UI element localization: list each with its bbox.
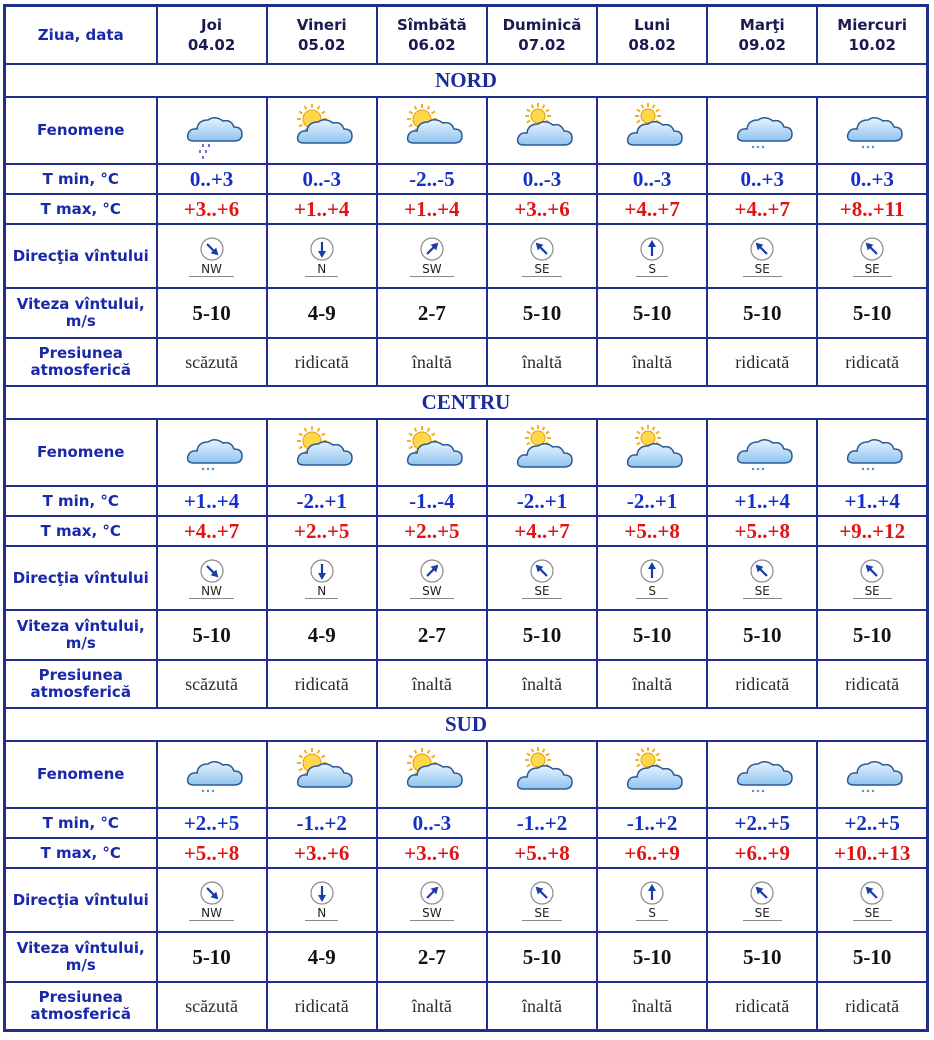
wind-direction-cell bbox=[707, 546, 817, 610]
phenomena-cell bbox=[707, 741, 817, 808]
tmin-cell: +2..+5 bbox=[707, 808, 817, 838]
pressure-cell: înaltă bbox=[377, 982, 487, 1031]
wind-direction-cell bbox=[597, 224, 707, 288]
compass-arrow-icon bbox=[529, 236, 555, 262]
tmax-cell: +2..+5 bbox=[267, 516, 377, 546]
region-row bbox=[5, 64, 928, 97]
region-row bbox=[5, 386, 928, 419]
wind-direction-cell bbox=[267, 546, 377, 610]
tmin-cell: +2..+5 bbox=[157, 808, 267, 838]
pressure-cell: ridicată bbox=[267, 660, 377, 708]
tmax-cell: +3..+6 bbox=[377, 838, 487, 868]
sun-cloud-icon bbox=[396, 425, 468, 481]
wind-direction bbox=[818, 236, 926, 277]
tmin-cell: 0..-3 bbox=[487, 164, 597, 194]
pressure-cell: înaltă bbox=[487, 660, 597, 708]
day-date: 10.02 bbox=[848, 36, 896, 54]
tmin-cell: -1..-4 bbox=[377, 486, 487, 516]
wind-direction bbox=[818, 558, 926, 599]
row-label-tmax: T max, °C bbox=[5, 516, 157, 546]
wind-direction-label: NW bbox=[189, 584, 234, 599]
row-label-press: Presiunea atmosferică bbox=[5, 338, 157, 386]
wind-direction bbox=[818, 880, 926, 921]
cloud-snow-icon bbox=[726, 425, 798, 481]
day-date: 08.02 bbox=[628, 36, 676, 54]
day-header bbox=[267, 6, 377, 65]
tmin-cell: 0..-3 bbox=[597, 164, 707, 194]
wind-direction-label: S bbox=[636, 584, 668, 599]
wind-direction-cell bbox=[377, 224, 487, 288]
phenomena-cell bbox=[487, 97, 597, 164]
wind-speed-cell: 5-10 bbox=[817, 932, 927, 982]
sun-cloud-icon bbox=[286, 747, 358, 803]
day-name: Vineri bbox=[296, 16, 347, 34]
phenomena-cell bbox=[267, 741, 377, 808]
region-row bbox=[5, 708, 928, 741]
tmax-cell: +3..+6 bbox=[487, 194, 597, 224]
compass-arrow-icon bbox=[749, 880, 775, 906]
phenomena-cell bbox=[157, 419, 267, 486]
phenomena-cell bbox=[597, 741, 707, 808]
tmax-cell: +5..+8 bbox=[707, 516, 817, 546]
day-name: Duminică bbox=[502, 16, 582, 34]
tmin-cell: +1..+4 bbox=[817, 486, 927, 516]
tmax-cell: +1..+4 bbox=[267, 194, 377, 224]
day-date: 04.02 bbox=[187, 36, 236, 54]
wind-speed-cell: 2-7 bbox=[377, 932, 487, 982]
wind-speed-cell: 4-9 bbox=[267, 932, 377, 982]
wind-direction-label: SW bbox=[410, 584, 453, 599]
sun-cloud-icon bbox=[396, 747, 468, 803]
wind-direction bbox=[158, 558, 266, 599]
tmin-row bbox=[5, 486, 928, 516]
wind-speed-row bbox=[5, 288, 928, 338]
wind-speed-cell: 5-10 bbox=[487, 288, 597, 338]
cloud-snow-icon bbox=[726, 747, 798, 803]
tmax-cell: +5..+8 bbox=[157, 838, 267, 868]
tmax-cell: +1..+4 bbox=[377, 194, 487, 224]
sun-cloud-icon bbox=[396, 103, 468, 159]
tmin-cell: +1..+4 bbox=[707, 486, 817, 516]
tmin-cell: -1..+2 bbox=[597, 808, 707, 838]
wind-direction-cell bbox=[707, 224, 817, 288]
cloud-snow-icon bbox=[836, 103, 908, 159]
row-label-press: Presiunea atmosferică bbox=[5, 982, 157, 1031]
wind-direction-label: SE bbox=[522, 262, 561, 277]
day-header bbox=[377, 6, 487, 65]
sun-cloud-icon bbox=[286, 425, 358, 481]
row-label-fenomene: Fenomene bbox=[5, 741, 157, 808]
phenomena-cell bbox=[597, 419, 707, 486]
compass-arrow-icon bbox=[199, 236, 225, 262]
row-label-fenomene: Fenomene bbox=[5, 419, 157, 486]
wind-direction-cell bbox=[487, 224, 597, 288]
day-date: 05.02 bbox=[297, 36, 346, 54]
tmax-cell: +8..+11 bbox=[817, 194, 927, 224]
wind-direction bbox=[708, 880, 816, 921]
cloud-sun-icon bbox=[616, 747, 688, 803]
wind-direction-label: SE bbox=[522, 906, 561, 921]
wind-direction-cell bbox=[487, 868, 597, 932]
pressure-row bbox=[5, 660, 928, 708]
tmin-cell: -2..+1 bbox=[487, 486, 597, 516]
tmin-cell: -1..+2 bbox=[487, 808, 597, 838]
row-label-tmin: T min, °C bbox=[5, 486, 157, 516]
cloud-sun-icon bbox=[506, 103, 578, 159]
compass-arrow-icon bbox=[419, 236, 445, 262]
pressure-cell: scăzută bbox=[157, 660, 267, 708]
wind-speed-cell: 5-10 bbox=[707, 288, 817, 338]
pressure-cell: scăzută bbox=[157, 982, 267, 1031]
wind-speed-cell: 5-10 bbox=[157, 288, 267, 338]
wind-direction-label: S bbox=[636, 906, 668, 921]
cloud-snow-icon bbox=[836, 747, 908, 803]
phenomena-cell bbox=[377, 419, 487, 486]
row-label-tmin: T min, °C bbox=[5, 808, 157, 838]
cloud-sun-icon bbox=[616, 425, 688, 481]
header-label: Ziua, data bbox=[5, 6, 157, 65]
cloud-snow-icon bbox=[836, 425, 908, 481]
wind-direction-cell bbox=[157, 868, 267, 932]
wind-direction bbox=[378, 236, 486, 277]
pressure-row bbox=[5, 982, 928, 1031]
pressure-cell: înaltă bbox=[377, 660, 487, 708]
compass-arrow-icon bbox=[859, 236, 885, 262]
tmax-row bbox=[5, 838, 928, 868]
wind-direction-label: SE bbox=[743, 906, 782, 921]
wind-speed-cell: 5-10 bbox=[707, 610, 817, 660]
day-header bbox=[817, 6, 927, 65]
wind-direction-cell bbox=[377, 546, 487, 610]
tmax-cell: +4..+7 bbox=[707, 194, 817, 224]
pressure-cell: ridicată bbox=[817, 660, 927, 708]
tmin-row bbox=[5, 808, 928, 838]
tmax-cell: +3..+6 bbox=[157, 194, 267, 224]
wind-speed-row bbox=[5, 610, 928, 660]
row-label-dir: Direcţia vîntului bbox=[5, 546, 157, 610]
wind-speed-cell: 4-9 bbox=[267, 610, 377, 660]
region-title: CENTRU bbox=[5, 386, 928, 419]
wind-direction-label: NW bbox=[189, 262, 234, 277]
wind-direction-cell bbox=[267, 868, 377, 932]
compass-arrow-icon bbox=[639, 236, 665, 262]
wind-speed-cell: 5-10 bbox=[597, 932, 707, 982]
compass-arrow-icon bbox=[419, 880, 445, 906]
wind-direction-cell bbox=[157, 224, 267, 288]
phenomena-cell bbox=[707, 419, 817, 486]
wind-direction-cell bbox=[707, 868, 817, 932]
compass-arrow-icon bbox=[859, 880, 885, 906]
wind-direction-cell bbox=[267, 224, 377, 288]
wind-direction-label: SE bbox=[853, 262, 892, 277]
wind-direction-label: S bbox=[636, 262, 668, 277]
row-label-speed: Viteza vîntului, m/s bbox=[5, 288, 157, 338]
phenomena-cell bbox=[267, 419, 377, 486]
compass-arrow-icon bbox=[309, 558, 335, 584]
wind-speed-cell: 5-10 bbox=[817, 610, 927, 660]
tmin-cell: +2..+5 bbox=[817, 808, 927, 838]
day-name: Sîmbătă bbox=[396, 16, 467, 34]
cloud-sun-icon bbox=[506, 425, 578, 481]
tmin-cell: -2..+1 bbox=[597, 486, 707, 516]
wind-direction bbox=[598, 880, 706, 921]
phenomena-cell bbox=[377, 741, 487, 808]
pressure-cell: ridicată bbox=[267, 982, 377, 1031]
row-label-dir: Direcţia vîntului bbox=[5, 224, 157, 288]
pressure-cell: înaltă bbox=[377, 338, 487, 386]
wind-direction-cell bbox=[817, 868, 927, 932]
row-label-dir: Direcţia vîntului bbox=[5, 868, 157, 932]
pressure-cell: ridicată bbox=[707, 338, 817, 386]
pressure-row bbox=[5, 338, 928, 386]
wind-direction bbox=[708, 558, 816, 599]
wind-speed-cell: 5-10 bbox=[597, 288, 707, 338]
tmax-cell: +6..+9 bbox=[597, 838, 707, 868]
wind-speed-cell: 5-10 bbox=[597, 610, 707, 660]
tmin-cell: 0..+3 bbox=[707, 164, 817, 194]
phenomena-cell bbox=[377, 97, 487, 164]
wind-direction-cell bbox=[817, 546, 927, 610]
day-header bbox=[157, 6, 267, 65]
compass-arrow-icon bbox=[199, 558, 225, 584]
wind-speed-cell: 4-9 bbox=[267, 288, 377, 338]
compass-arrow-icon bbox=[859, 558, 885, 584]
cloud-sun-icon bbox=[616, 103, 688, 159]
compass-arrow-icon bbox=[749, 236, 775, 262]
tmax-row bbox=[5, 516, 928, 546]
wind-direction-label: SE bbox=[522, 584, 561, 599]
tmax-cell: +4..+7 bbox=[157, 516, 267, 546]
pressure-cell: înaltă bbox=[487, 338, 597, 386]
wind-direction-label: NW bbox=[189, 906, 234, 921]
wind-direction bbox=[158, 880, 266, 921]
cloud-rain-icon bbox=[176, 103, 248, 159]
pressure-cell: înaltă bbox=[487, 982, 597, 1031]
wind-direction-label: SW bbox=[410, 906, 453, 921]
compass-arrow-icon bbox=[199, 880, 225, 906]
wind-direction bbox=[268, 558, 376, 599]
compass-arrow-icon bbox=[749, 558, 775, 584]
day-header bbox=[487, 6, 597, 65]
wind-speed-cell: 5-10 bbox=[817, 288, 927, 338]
phenomena-cell bbox=[487, 419, 597, 486]
wind-direction-row bbox=[5, 546, 928, 610]
tmax-cell: +5..+8 bbox=[597, 516, 707, 546]
phenomena-cell bbox=[817, 97, 927, 164]
tmax-cell: +6..+9 bbox=[707, 838, 817, 868]
compass-arrow-icon bbox=[639, 558, 665, 584]
compass-arrow-icon bbox=[529, 558, 555, 584]
row-label-speed: Viteza vîntului, m/s bbox=[5, 610, 157, 660]
wind-direction-cell bbox=[597, 868, 707, 932]
wind-direction bbox=[488, 880, 596, 921]
wind-direction-cell bbox=[817, 224, 927, 288]
wind-direction bbox=[598, 558, 706, 599]
wind-direction bbox=[488, 558, 596, 599]
compass-arrow-icon bbox=[309, 236, 335, 262]
wind-direction-label: N bbox=[305, 906, 338, 921]
wind-direction bbox=[378, 880, 486, 921]
tmin-row bbox=[5, 164, 928, 194]
pressure-cell: ridicată bbox=[707, 660, 817, 708]
tmax-cell: +9..+12 bbox=[817, 516, 927, 546]
wind-direction-label: SW bbox=[410, 262, 453, 277]
wind-direction bbox=[378, 558, 486, 599]
wind-direction bbox=[598, 236, 706, 277]
wind-speed-cell: 5-10 bbox=[487, 932, 597, 982]
pressure-cell: înaltă bbox=[597, 660, 707, 708]
wind-direction bbox=[268, 236, 376, 277]
wind-direction-label: SE bbox=[853, 906, 892, 921]
tmin-cell: +1..+4 bbox=[157, 486, 267, 516]
tmin-cell: -2..-5 bbox=[377, 164, 487, 194]
wind-direction bbox=[708, 236, 816, 277]
wind-direction-cell bbox=[487, 546, 597, 610]
wind-direction-label: SE bbox=[743, 262, 782, 277]
cloud-snow-icon bbox=[176, 425, 248, 481]
phenomena-cell bbox=[817, 419, 927, 486]
row-label-speed: Viteza vîntului, m/s bbox=[5, 932, 157, 982]
wind-direction bbox=[158, 236, 266, 277]
tmax-cell: +10..+13 bbox=[817, 838, 927, 868]
phenomena-row bbox=[5, 741, 928, 808]
phenomena-cell bbox=[817, 741, 927, 808]
region-title: SUD bbox=[5, 708, 928, 741]
wind-speed-row bbox=[5, 932, 928, 982]
cloud-sun-icon bbox=[506, 747, 578, 803]
row-label-fenomene: Fenomene bbox=[5, 97, 157, 164]
wind-speed-cell: 5-10 bbox=[487, 610, 597, 660]
wind-speed-cell: 5-10 bbox=[707, 932, 817, 982]
pressure-cell: înaltă bbox=[597, 982, 707, 1031]
compass-arrow-icon bbox=[639, 880, 665, 906]
pressure-cell: scăzută bbox=[157, 338, 267, 386]
row-label-press: Presiunea atmosferică bbox=[5, 660, 157, 708]
wind-direction-row bbox=[5, 224, 928, 288]
tmin-cell: -1..+2 bbox=[267, 808, 377, 838]
tmin-cell: 0..-3 bbox=[377, 808, 487, 838]
wind-direction-label: N bbox=[305, 584, 338, 599]
day-name: Marţi bbox=[739, 16, 785, 34]
row-label-tmax: T max, °C bbox=[5, 194, 157, 224]
pressure-cell: ridicată bbox=[707, 982, 817, 1031]
day-name: Joi bbox=[201, 16, 223, 34]
tmax-cell: +4..+7 bbox=[487, 516, 597, 546]
compass-arrow-icon bbox=[309, 880, 335, 906]
day-name: Luni bbox=[634, 16, 671, 34]
phenomena-row bbox=[5, 97, 928, 164]
phenomena-cell bbox=[487, 741, 597, 808]
wind-direction bbox=[268, 880, 376, 921]
phenomena-cell bbox=[157, 97, 267, 164]
cloud-snow-icon bbox=[176, 747, 248, 803]
region-title: NORD bbox=[5, 64, 928, 97]
compass-arrow-icon bbox=[529, 880, 555, 906]
wind-direction-cell bbox=[377, 868, 487, 932]
wind-direction-label: SE bbox=[743, 584, 782, 599]
wind-speed-cell: 5-10 bbox=[157, 610, 267, 660]
day-date: 09.02 bbox=[738, 36, 786, 54]
wind-direction bbox=[488, 236, 596, 277]
day-name: Miercuri bbox=[837, 16, 908, 34]
wind-speed-cell: 2-7 bbox=[377, 610, 487, 660]
phenomena-cell bbox=[267, 97, 377, 164]
tmax-cell: +2..+5 bbox=[377, 516, 487, 546]
tmax-cell: +4..+7 bbox=[597, 194, 707, 224]
row-label-tmin: T min, °C bbox=[5, 164, 157, 194]
day-header bbox=[707, 6, 817, 65]
phenomena-cell bbox=[707, 97, 817, 164]
wind-direction-label: N bbox=[305, 262, 338, 277]
phenomena-cell bbox=[597, 97, 707, 164]
wind-direction-row bbox=[5, 868, 928, 932]
forecast-table bbox=[3, 4, 929, 1032]
header-row bbox=[5, 6, 928, 65]
day-date: 07.02 bbox=[518, 36, 566, 54]
sun-cloud-icon bbox=[286, 103, 358, 159]
pressure-cell: ridicată bbox=[817, 982, 927, 1031]
pressure-cell: înaltă bbox=[597, 338, 707, 386]
wind-speed-cell: 5-10 bbox=[157, 932, 267, 982]
wind-direction-cell bbox=[597, 546, 707, 610]
row-label-tmax: T max, °C bbox=[5, 838, 157, 868]
cloud-snow-icon bbox=[726, 103, 798, 159]
phenomena-row bbox=[5, 419, 928, 486]
pressure-cell: ridicată bbox=[817, 338, 927, 386]
tmin-cell: 0..+3 bbox=[817, 164, 927, 194]
pressure-cell: ridicată bbox=[267, 338, 377, 386]
tmin-cell: 0..+3 bbox=[157, 164, 267, 194]
day-header bbox=[597, 6, 707, 65]
phenomena-cell bbox=[157, 741, 267, 808]
tmax-row bbox=[5, 194, 928, 224]
tmax-cell: +5..+8 bbox=[487, 838, 597, 868]
tmin-cell: -2..+1 bbox=[267, 486, 377, 516]
wind-speed-cell: 2-7 bbox=[377, 288, 487, 338]
day-date: 06.02 bbox=[408, 36, 456, 54]
tmax-cell: +3..+6 bbox=[267, 838, 377, 868]
compass-arrow-icon bbox=[419, 558, 445, 584]
wind-direction-cell bbox=[157, 546, 267, 610]
wind-direction-label: SE bbox=[853, 584, 892, 599]
tmin-cell: 0..-3 bbox=[267, 164, 377, 194]
